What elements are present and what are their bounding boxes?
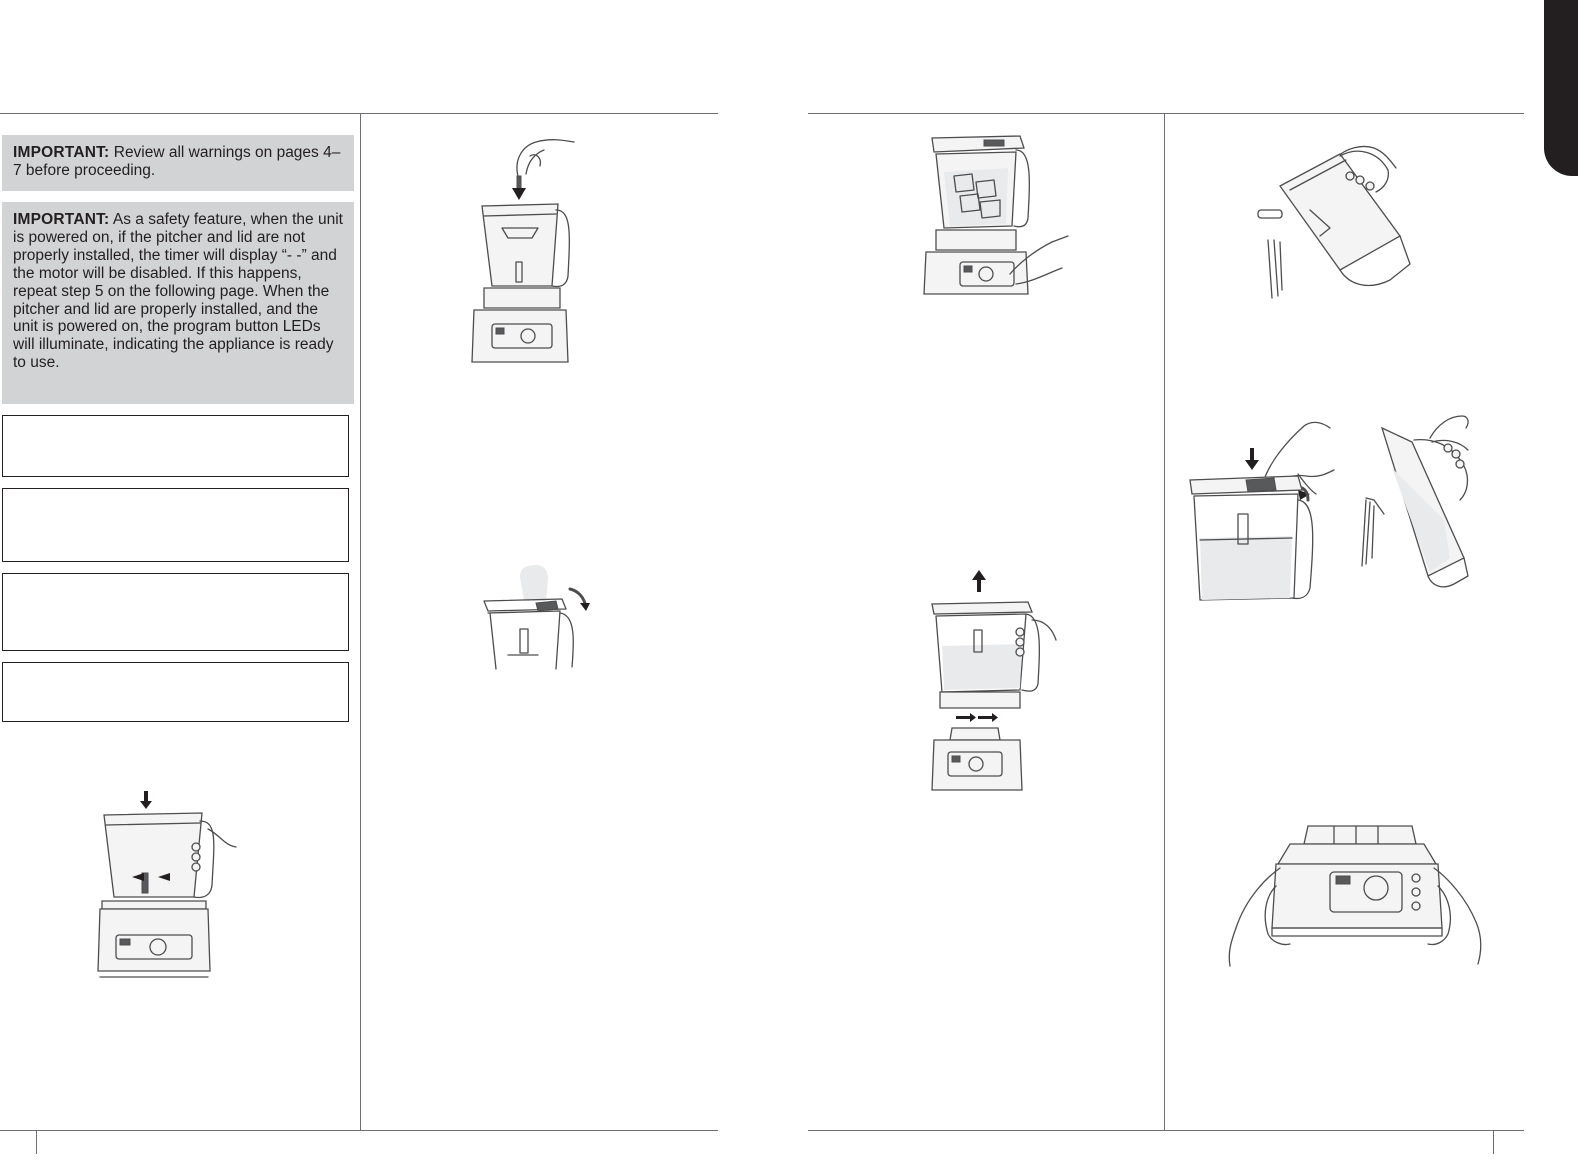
right-folio-tick xyxy=(1493,1130,1494,1154)
important-text: As a safety feature, when the unit is powered on, if the pitcher and lid are not properly installed, the timer will display “- -” and the motor will be disabled. If this happens, repeat step 5 on the following page. When the pitcher and lid are properly installed, and the unit is powered on, the program button LEDs will illuminate, indicating the appliance is ready to use. xyxy=(13,211,343,372)
blade-install-illustration xyxy=(470,136,590,371)
important-text: Review all warnings on pages 4–7 before proceeding. xyxy=(13,144,341,179)
empty-note-box xyxy=(2,573,349,651)
left-bottom-rule xyxy=(0,1130,718,1131)
pour-pitcher-illustration xyxy=(1352,408,1472,604)
pitcher-remove-illustration xyxy=(928,568,1058,800)
empty-note-box xyxy=(2,415,349,477)
right-column-divider xyxy=(1164,113,1165,1131)
empty-note-box xyxy=(2,662,349,722)
left-top-rule xyxy=(0,113,718,114)
empty-note-box xyxy=(2,488,349,562)
important-label: IMPORTANT: xyxy=(13,211,110,228)
pour-spout-illustration xyxy=(1250,140,1420,300)
right-top-rule xyxy=(808,113,1524,114)
motor-base-illustration xyxy=(1226,818,1486,970)
program-select-illustration xyxy=(920,132,1080,302)
right-bottom-rule xyxy=(808,1130,1524,1131)
important-note-safety xyxy=(2,202,354,404)
pitcher-install-illustration xyxy=(90,785,250,985)
left-column-divider xyxy=(360,113,361,1131)
lid-release-illustration xyxy=(1186,418,1336,608)
lid-lock-illustration xyxy=(480,563,600,671)
important-note-warnings xyxy=(2,135,354,191)
important-label: IMPORTANT: xyxy=(13,144,110,161)
left-folio-tick xyxy=(36,1130,37,1154)
language-tab xyxy=(1544,0,1578,176)
